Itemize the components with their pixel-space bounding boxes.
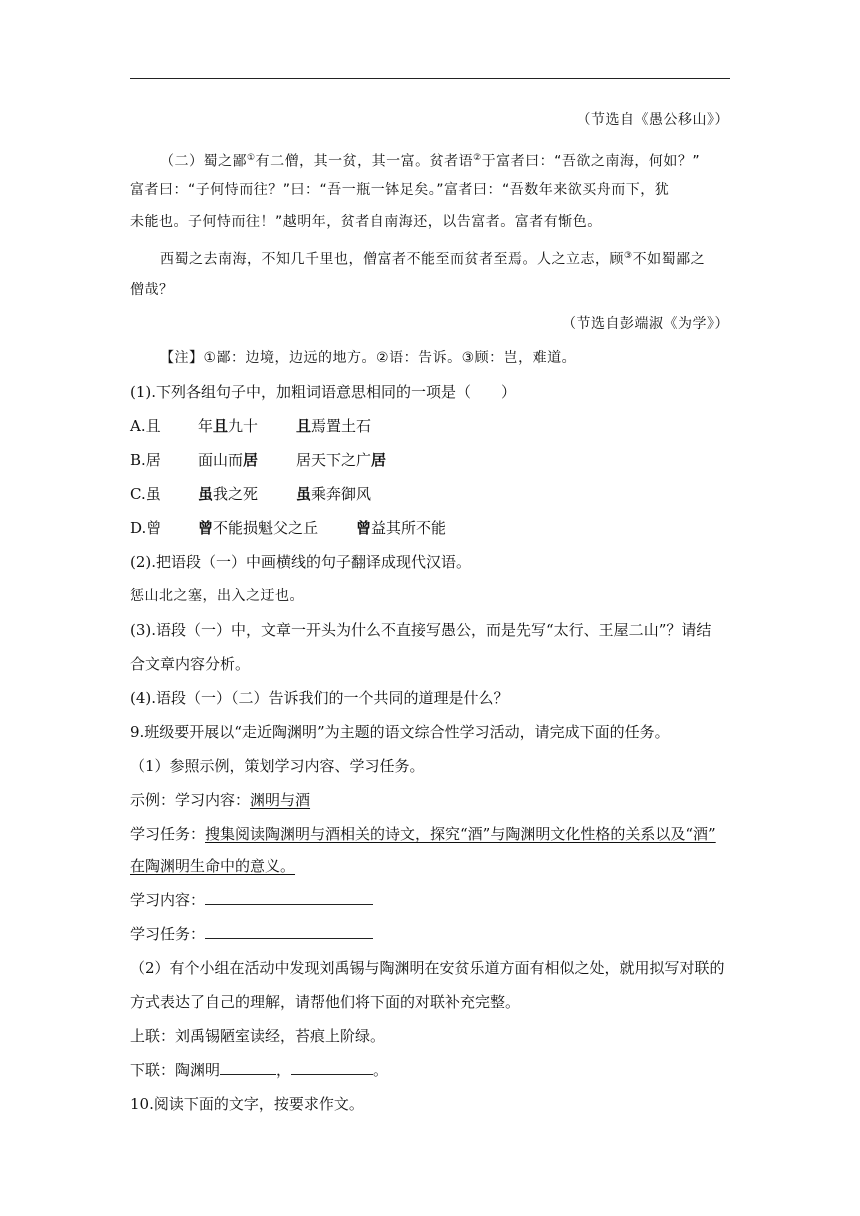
q9-stem: 9.班级要开展以“走近陶渊明”为主题的语文综合性学习活动，请完成下面的任务。 <box>130 723 670 741</box>
q1-option-c: C.虽 虽我之死 虽乘奔御风 <box>130 485 372 503</box>
passage2-line1: （二）蜀之鄙①有二僧，其一贫，其一富。贫者语②于富者曰：“吾欲之南海，何如？” <box>160 153 701 170</box>
passage2-line5: 僧哉？ <box>130 282 174 298</box>
couplet-lower: 下联：陶渊明 ， 。 <box>130 1061 389 1079</box>
passage2-line2: 富者曰：“子何恃而往？”曰：“吾一瓶一钵足矣。”富者曰：“吾数年来欲买舟而下，犹 <box>130 182 670 198</box>
answer-blank[interactable] <box>205 924 373 939</box>
q3-line1: (3).语段（一）中，文章一开头为什么不直接写愚公，而是先写“太行、王屋二山”？请结 <box>130 621 712 639</box>
passage2-line3: 未能也。子何恃而往！”越明年，贫者自南海还，以告富者。富者有惭色。 <box>130 214 602 230</box>
answer-blank[interactable] <box>291 1060 373 1075</box>
q9-example-task-line2: 在陶渊明生命中的意义。 <box>130 857 296 875</box>
q9-task-answer: 学习任务： <box>130 924 373 944</box>
answer-blank[interactable] <box>205 890 373 905</box>
q2-sentence: 惩山北之塞，出入之迂也。 <box>130 588 304 604</box>
source-note-weixue: （节选自彭端淑《为学》） <box>562 316 729 332</box>
answer-blank[interactable] <box>220 1060 276 1075</box>
footnotes: 【注】①鄙：边境，边远的地方。②语：告诉。③顾：岂，难道。 <box>160 350 577 366</box>
passage2-line4: 西蜀之去南海，不知几千里也，僧富者不能至而贫者至焉。人之立志，顾③不如蜀鄙之 <box>160 251 706 268</box>
q4-stem: (4).语段（一）（二）告诉我们的一个共同的道理是什么？ <box>130 689 509 707</box>
q1-option-b: B.居 面山而居 居天下之广居 <box>130 451 387 469</box>
q1-option-d: D.曾 曾不能损魁父之丘 曾益其所不能 <box>130 519 447 537</box>
q9-sub2-line1: （2）有个小组在活动中发现刘禹锡与陶渊明在安贫乐道方面有相似之处，就用拟写对联的 <box>130 959 725 977</box>
q9-sub1: （1）参照示例，策划学习内容、学习任务。 <box>130 757 425 775</box>
q3-line2: 合文章内容分析。 <box>130 655 251 673</box>
q9-content-answer: 学习内容： <box>130 890 373 910</box>
q9-sub2-line2: 方式表达了自己的理解，请帮他们将下面的对联补充完整。 <box>130 993 521 1011</box>
q10-stem: 10.阅读下面的文字，按要求作文。 <box>130 1095 364 1113</box>
source-note-yugong: （节选自《愚公移山》） <box>576 112 729 128</box>
q2-stem: (2).把语段（一）中画横线的句子翻译成现代汉语。 <box>130 553 472 571</box>
q9-example: 示例：学习内容：渊明与酒 <box>130 791 311 809</box>
q9-example-task-line1: 学习任务：搜集阅读陶渊明与酒相关的诗文，探究“酒”与陶渊明文化性格的关系以及“酒” <box>130 825 716 843</box>
q1-option-a: A.且 年且九十 且焉置土石 <box>130 417 372 435</box>
q1-stem: (1).下列各组句子中，加粗词语意思相同的一项是（ ） <box>130 383 517 401</box>
top-rule <box>130 78 730 79</box>
couplet-upper: 上联：刘禹锡陋室读经，苔痕上阶绿。 <box>130 1027 386 1045</box>
